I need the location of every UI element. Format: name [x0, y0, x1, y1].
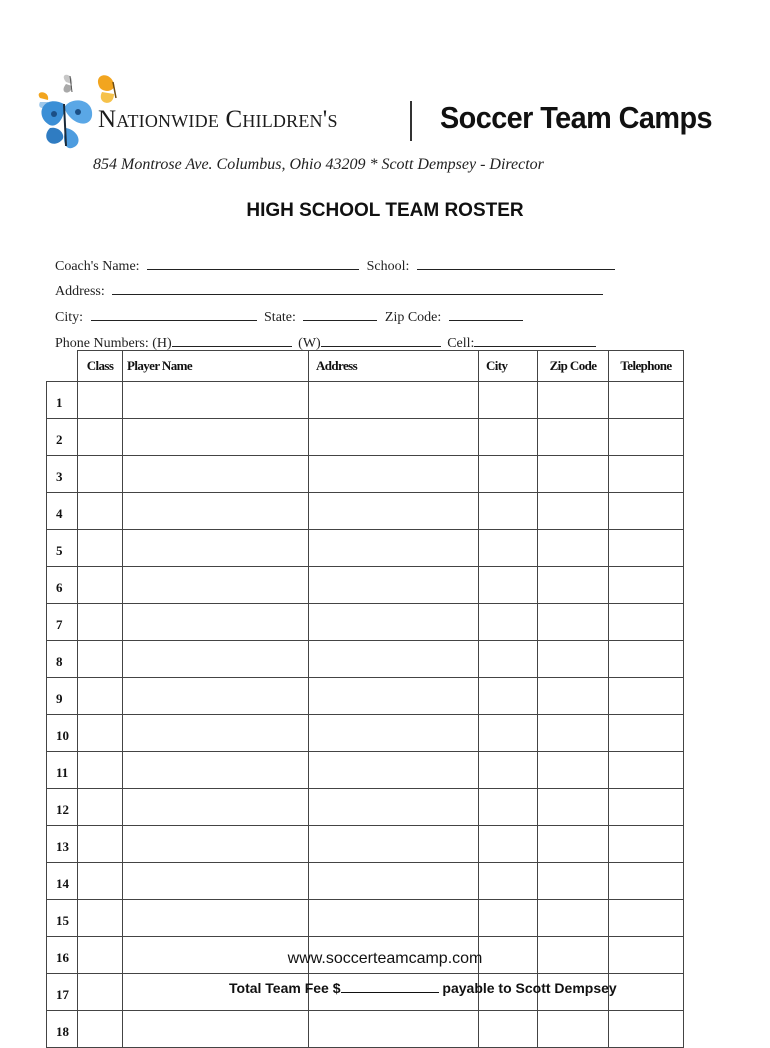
- row-number: 16: [47, 937, 78, 974]
- telephone-cell[interactable]: [609, 974, 684, 1011]
- city-cell[interactable]: [479, 567, 538, 604]
- table-row: [47, 789, 684, 826]
- table-row: [47, 530, 684, 567]
- zip-code-field[interactable]: [449, 306, 523, 321]
- telephone-cell[interactable]: [609, 715, 684, 752]
- school-label: School:: [366, 259, 410, 274]
- table-row: [47, 752, 684, 789]
- telephone-cell[interactable]: [609, 567, 684, 604]
- address-cell[interactable]: [309, 863, 479, 900]
- address-cell[interactable]: [309, 1011, 479, 1048]
- table-row: [47, 715, 684, 752]
- home-phone-label: Phone Numbers: (H): [55, 336, 172, 351]
- home-phone-field[interactable]: [172, 332, 292, 347]
- work-phone-field[interactable]: [321, 332, 441, 347]
- zip-code-cell[interactable]: [538, 715, 609, 752]
- zip-code-cell[interactable]: [538, 678, 609, 715]
- state-label: State:: [264, 310, 296, 325]
- zip-code-cell[interactable]: [538, 826, 609, 863]
- table-row: [47, 641, 684, 678]
- page-title: HIGH SCHOOL TEAM ROSTER: [246, 200, 524, 221]
- address-cell[interactable]: [309, 530, 479, 567]
- website-link[interactable]: www.soccerteamcamp.com: [287, 950, 483, 967]
- state-field[interactable]: [303, 306, 377, 321]
- class-cell[interactable]: [78, 604, 123, 641]
- address-cell[interactable]: [309, 826, 479, 863]
- school-field[interactable]: [417, 255, 615, 270]
- row-number: 12: [47, 789, 78, 826]
- telephone-cell[interactable]: [609, 530, 684, 567]
- address-cell[interactable]: [309, 382, 479, 419]
- city-cell[interactable]: [479, 752, 538, 789]
- zip-code-cell[interactable]: [538, 863, 609, 900]
- table-row: [47, 1011, 684, 1048]
- class-cell[interactable]: [78, 974, 123, 1011]
- logo-divider: [410, 101, 412, 141]
- city-cell[interactable]: [479, 900, 538, 937]
- address-cell[interactable]: [309, 641, 479, 678]
- telephone-cell[interactable]: [609, 1011, 684, 1048]
- city-cell[interactable]: [479, 789, 538, 826]
- telephone-cell[interactable]: [609, 863, 684, 900]
- row-number: 18: [47, 1011, 78, 1048]
- player-name-cell[interactable]: [123, 419, 309, 456]
- row-number: 5: [47, 530, 78, 567]
- zip-code-label: Zip Code:: [384, 310, 442, 325]
- telephone-cell[interactable]: [609, 641, 684, 678]
- city-cell[interactable]: [479, 456, 538, 493]
- player-name-cell[interactable]: [123, 678, 309, 715]
- column-header-zip-code: Zip Code: [538, 351, 609, 382]
- zip-code-cell[interactable]: [538, 530, 609, 567]
- address-cell[interactable]: [309, 567, 479, 604]
- table-row: [47, 419, 684, 456]
- orange-butterfly-icon: [98, 75, 116, 103]
- row-number: 8: [47, 641, 78, 678]
- class-cell[interactable]: [78, 678, 123, 715]
- address-cell[interactable]: [309, 456, 479, 493]
- zip-code-cell[interactable]: [538, 789, 609, 826]
- table-row: [47, 493, 684, 530]
- zip-code-cell[interactable]: [538, 752, 609, 789]
- telephone-cell[interactable]: [609, 789, 684, 826]
- cell-phone-field[interactable]: [474, 332, 596, 347]
- row-number: 11: [47, 752, 78, 789]
- table-row: [47, 567, 684, 604]
- address-cell[interactable]: [309, 752, 479, 789]
- row-number-header: [47, 351, 78, 382]
- coach-school-row: [55, 255, 615, 275]
- player-name-cell[interactable]: [123, 900, 309, 937]
- zip-code-cell[interactable]: [538, 604, 609, 641]
- row-number: 15: [47, 900, 78, 937]
- player-name-cell[interactable]: [123, 493, 309, 530]
- row-number: 2: [47, 419, 78, 456]
- column-header-city: City: [479, 351, 538, 382]
- column-header-player-name: Player Name: [123, 351, 309, 382]
- class-cell[interactable]: [78, 789, 123, 826]
- city-cell[interactable]: [479, 530, 538, 567]
- fee-prefix: Total Team Fee $: [229, 980, 341, 996]
- zip-code-cell[interactable]: [538, 382, 609, 419]
- city-cell[interactable]: [479, 678, 538, 715]
- class-cell[interactable]: [78, 493, 123, 530]
- city-cell[interactable]: [479, 826, 538, 863]
- table-row: [47, 826, 684, 863]
- class-cell[interactable]: [78, 567, 123, 604]
- fee-amount-field[interactable]: [341, 978, 439, 993]
- telephone-cell[interactable]: [609, 678, 684, 715]
- camp-address-line: 854 Montrose Ave. Columbus, Ohio 43209 * Scott Dempsey - Director: [93, 156, 544, 173]
- table-row: [47, 456, 684, 493]
- blue-butterfly-icon: [41, 100, 92, 148]
- camp-title: Soccer Team Camps: [440, 100, 713, 135]
- class-cell[interactable]: [78, 382, 123, 419]
- phone-row: [55, 332, 596, 352]
- player-name-cell[interactable]: [123, 567, 309, 604]
- telephone-cell[interactable]: [609, 456, 684, 493]
- class-cell[interactable]: [78, 752, 123, 789]
- row-number: 10: [47, 715, 78, 752]
- address-cell[interactable]: [309, 678, 479, 715]
- city-state-zip-row: [55, 306, 523, 326]
- row-number: 17: [47, 974, 78, 1011]
- class-cell[interactable]: [78, 1011, 123, 1048]
- telephone-cell[interactable]: [609, 826, 684, 863]
- telephone-cell[interactable]: [609, 493, 684, 530]
- roster-body: [47, 382, 684, 1048]
- address-cell[interactable]: [309, 789, 479, 826]
- column-header-class: Class: [78, 351, 123, 382]
- fee-suffix: payable to Scott Dempsey: [438, 980, 617, 996]
- city-cell[interactable]: [479, 863, 538, 900]
- city-label: City:: [55, 310, 84, 325]
- player-name-cell[interactable]: [123, 1011, 309, 1048]
- telephone-cell[interactable]: [609, 752, 684, 789]
- address-cell[interactable]: [309, 900, 479, 937]
- class-cell[interactable]: [78, 715, 123, 752]
- row-number: 9: [47, 678, 78, 715]
- player-name-cell[interactable]: [123, 863, 309, 900]
- player-name-cell[interactable]: [123, 789, 309, 826]
- city-cell[interactable]: [479, 641, 538, 678]
- class-cell[interactable]: [78, 456, 123, 493]
- coach-name-label: Coach's Name:: [55, 259, 140, 274]
- table-row: [47, 900, 684, 937]
- row-number: 4: [47, 493, 78, 530]
- zip-code-cell[interactable]: [538, 641, 609, 678]
- player-name-cell[interactable]: [123, 530, 309, 567]
- zip-code-cell[interactable]: [538, 900, 609, 937]
- gray-butterfly-icon: [64, 75, 73, 93]
- telephone-cell[interactable]: [609, 382, 684, 419]
- table-row: [47, 604, 684, 641]
- class-cell[interactable]: [78, 863, 123, 900]
- row-number: 14: [47, 863, 78, 900]
- player-name-cell[interactable]: [123, 382, 309, 419]
- player-name-cell[interactable]: [123, 715, 309, 752]
- column-header-address: Address: [309, 351, 479, 382]
- table-row: [47, 863, 684, 900]
- row-number: 13: [47, 826, 78, 863]
- roster-table: [46, 350, 684, 1048]
- column-header-telephone: Telephone: [609, 351, 684, 382]
- player-name-cell[interactable]: [123, 456, 309, 493]
- work-phone-label: (W): [298, 336, 321, 351]
- city-field[interactable]: [91, 306, 257, 321]
- player-name-cell[interactable]: [123, 752, 309, 789]
- zip-code-cell[interactable]: [538, 567, 609, 604]
- zip-code-cell[interactable]: [538, 493, 609, 530]
- class-cell[interactable]: [78, 530, 123, 567]
- address-cell[interactable]: [309, 493, 479, 530]
- zip-code-cell[interactable]: [538, 419, 609, 456]
- city-cell[interactable]: [479, 1011, 538, 1048]
- player-name-cell[interactable]: [123, 826, 309, 863]
- row-number: 6: [47, 567, 78, 604]
- class-cell[interactable]: [78, 641, 123, 678]
- city-cell[interactable]: [479, 382, 538, 419]
- zip-code-cell[interactable]: [538, 456, 609, 493]
- address-label: Address:: [55, 284, 105, 299]
- telephone-cell[interactable]: [609, 604, 684, 641]
- table-row: [47, 678, 684, 715]
- org-name: Nationwide Children's: [98, 106, 338, 133]
- cell-phone-label: Cell:: [447, 336, 475, 351]
- address-cell[interactable]: [309, 419, 479, 456]
- player-name-cell[interactable]: [123, 604, 309, 641]
- address-row: [55, 280, 603, 300]
- city-cell[interactable]: [479, 419, 538, 456]
- table-header-row: [47, 351, 684, 382]
- telephone-cell[interactable]: [609, 419, 684, 456]
- row-number: 1: [47, 382, 78, 419]
- city-cell[interactable]: [479, 493, 538, 530]
- zip-code-cell[interactable]: [538, 1011, 609, 1048]
- class-cell[interactable]: [78, 826, 123, 863]
- coach-name-field[interactable]: [147, 255, 359, 270]
- address-cell[interactable]: [309, 604, 479, 641]
- address-field[interactable]: [112, 280, 603, 295]
- class-cell[interactable]: [78, 900, 123, 937]
- city-cell[interactable]: [479, 604, 538, 641]
- row-number: 3: [47, 456, 78, 493]
- total-fee-line: [229, 978, 617, 996]
- address-cell[interactable]: [309, 715, 479, 752]
- player-name-cell[interactable]: [123, 641, 309, 678]
- class-cell[interactable]: [78, 419, 123, 456]
- city-cell[interactable]: [479, 715, 538, 752]
- row-number: 7: [47, 604, 78, 641]
- table-row: [47, 382, 684, 419]
- telephone-cell[interactable]: [609, 900, 684, 937]
